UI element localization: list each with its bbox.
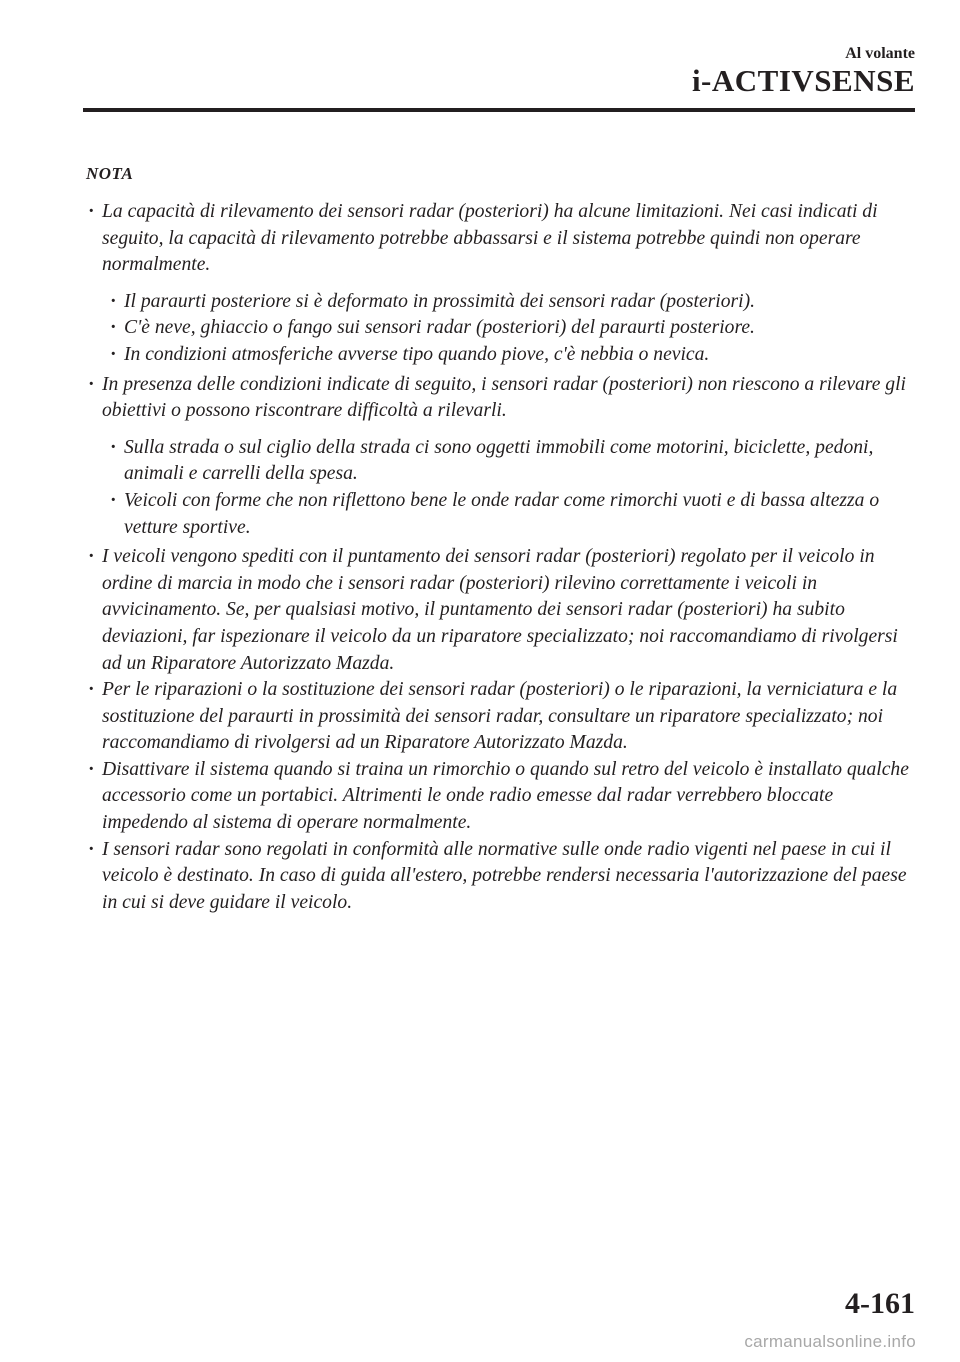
sub-bullet-text: Il paraurti posteriore si è deformato in prossimità dei sensori radar (posteriori). bbox=[124, 290, 755, 312]
bullet-item bbox=[86, 544, 920, 677]
sub-bullet-item bbox=[86, 435, 920, 488]
sub-bullet-text: Veicoli con forme che non riflettono bene le onde radar come rimorchi vuoti e di bassa altezza o vetture sportive. bbox=[124, 489, 880, 538]
chapter-title: Al volante bbox=[845, 45, 915, 62]
bullet-dot-icon: · bbox=[88, 373, 95, 395]
bullet-text: In presenza delle condizioni indicate di seguito, i sensori radar (posteriori) non riescono a rilevare gli obiettivi o possono riscontrare difficoltà a rilevarli. bbox=[102, 373, 906, 422]
sub-bullet-item bbox=[86, 342, 920, 369]
note-content bbox=[86, 199, 920, 916]
bullet-item bbox=[86, 757, 920, 837]
note-title: NOTA bbox=[86, 164, 134, 183]
page-header bbox=[692, 44, 915, 98]
section-title: i-ACTIVSENSE bbox=[691, 63, 915, 98]
bullet-dot-icon: · bbox=[88, 838, 95, 860]
bullet-text: Disattivare il sistema quando si traina un rimorchio o quando sul retro del veicolo è installato qualche accessorio come un portabici. Altrimenti le onde radio emesse dal radar verrebbero bloccate impedendo al sistema di operare normalmente. bbox=[102, 758, 909, 834]
sub-list bbox=[86, 289, 920, 369]
sub-bullet-text: In condizioni atmosferiche avverse tipo quando piove, c'è nebbia o nevica. bbox=[124, 343, 710, 365]
page-number: 4-161 bbox=[845, 1287, 915, 1320]
bullet-dot-icon: · bbox=[110, 290, 117, 312]
sub-bullet-item bbox=[86, 315, 920, 342]
sub-bullet-text: C'è neve, ghiaccio o fango sui sensori radar (posteriori) del paraurti posteriore. bbox=[124, 317, 755, 339]
header-rule bbox=[83, 108, 915, 112]
bullet-text: Per le riparazioni o la sostituzione dei sensori radar (posteriori) o le riparazioni, la verniciatura e la sostituzione del paraurti in prossimità dei sensori radar, consultare un riparatore specializzato; noi raccomandiamo di rivolgersi ad un Riparatore Autorizzato Mazda. bbox=[102, 679, 898, 754]
sub-bullet-text: Sulla strada o sul ciglio della strada ci sono oggetti immobili come motorini, biciclette, pedoni, animali e carrelli della spesa. bbox=[124, 436, 874, 485]
bullet-dot-icon: · bbox=[88, 758, 95, 780]
bullet-item bbox=[86, 677, 920, 757]
bullet-item bbox=[86, 199, 920, 279]
watermark: carmanualsonline.info bbox=[744, 1332, 916, 1351]
bullet-item bbox=[86, 837, 920, 917]
bullet-item bbox=[86, 372, 920, 425]
bullet-dot-icon: · bbox=[110, 317, 117, 339]
sub-bullet-item bbox=[86, 289, 920, 316]
bullet-text: La capacità di rilevamento dei sensori radar (posteriori) ha alcune limitazioni. Nei casi indicati di seguito, la capacità di rilevamento potrebbe abbassarsi e il sistema potrebbe quindi non operare normalmente. bbox=[102, 201, 878, 276]
bullet-dot-icon: · bbox=[110, 489, 117, 511]
sub-bullet-item bbox=[86, 488, 920, 541]
sub-list bbox=[86, 435, 920, 541]
bullet-dot-icon: · bbox=[110, 343, 117, 365]
bullet-dot-icon: · bbox=[110, 436, 117, 458]
bullet-text: I veicoli vengono spediti con il puntamento dei sensori radar (posteriori) regolato per il veicolo in ordine di marcia in modo che i sensori radar (posteriori) rilevino correttamente i veicoli in avvicinamento. Se, per qualsiasi motivo, il puntamento dei sensori radar (posteriori) ha subito deviazioni, far ispezionare il veicolo da un riparatore specializzato; noi raccomandiamo di rivolgersi ad un Riparatore Autorizzato Mazda. bbox=[102, 546, 898, 674]
bullet-dot-icon: · bbox=[88, 546, 95, 568]
bullet-dot-icon: · bbox=[88, 201, 95, 222]
bullet-text: I sensori radar sono regolati in conformità alle normative sulle onde radio vigenti nel paese in cui il veicolo è destinato. In caso di guida all'estero, potrebbe rendersi necessaria l'autorizzazione del paese in cui si deve guidare il veicolo. bbox=[102, 838, 907, 913]
bullet-dot-icon: · bbox=[88, 679, 95, 701]
